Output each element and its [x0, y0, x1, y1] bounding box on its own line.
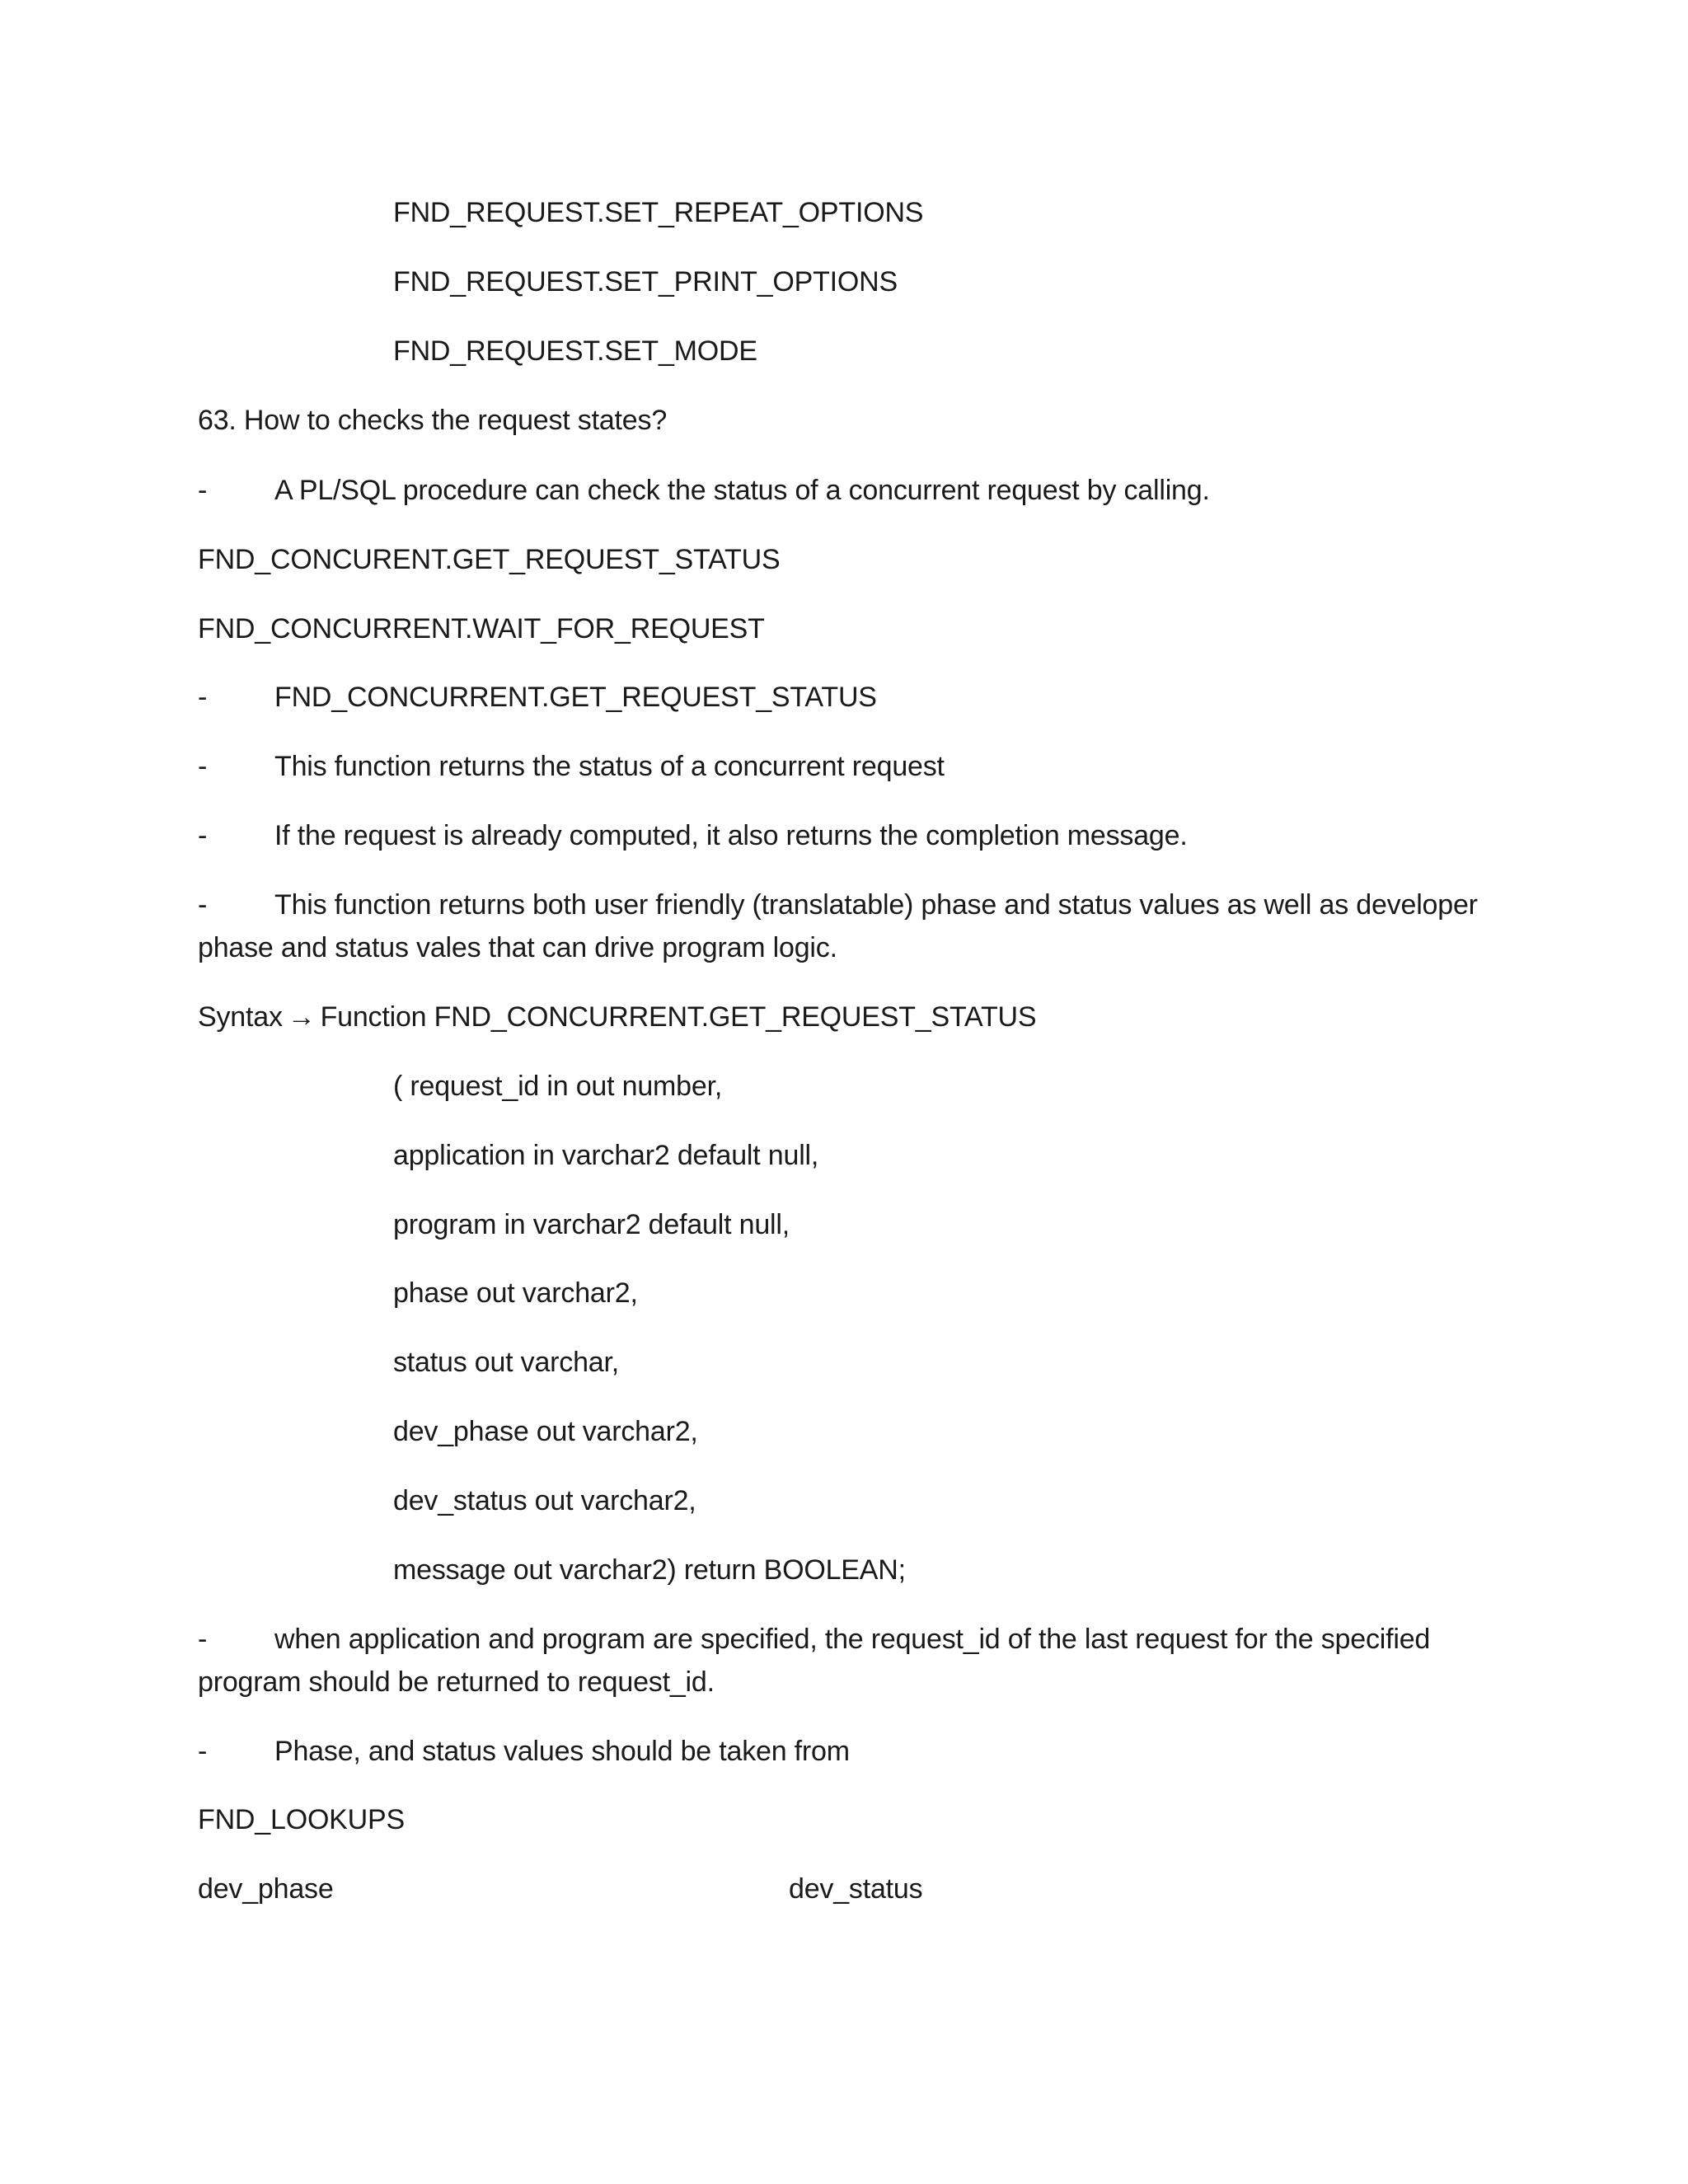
text-fnd-concurrent-wait-for-request: FND_CONCURRENT.WAIT_FOR_REQUEST [198, 613, 765, 644]
bullet-text-6-line1: when application and program are specified, the request_id of the last request for the specified [274, 1624, 1431, 1655]
text-set-mode: FND_REQUEST.SET_MODE [393, 335, 757, 367]
bullet-dash: - [198, 1736, 208, 1767]
column-dev-phase: dev_phase [198, 1873, 334, 1905]
param-dev-phase: dev_phase out varchar2, [393, 1416, 698, 1447]
text-set-print-options: FND_REQUEST.SET_PRINT_OPTIONS [393, 266, 898, 298]
param-dev-status: dev_status out varchar2, [393, 1485, 696, 1516]
param-request-id: ( request_id in out number, [393, 1071, 723, 1102]
bullet-text-5-line2: phase and status vales that can drive program logic. [198, 932, 837, 963]
bullet-dash: - [198, 820, 208, 851]
bullet-text-4: If the request is already computed, it also returns the completion message. [274, 820, 1188, 851]
bullet-text-3: This function returns the status of a concurrent request [274, 751, 945, 782]
syntax-line [198, 1001, 1036, 1033]
text-fnd-concurent-get-request-status: FND_CONCURENT.GET_REQUEST_STATUS [198, 544, 781, 575]
bullet-text-6-line2: program should be returned to request_id. [198, 1666, 715, 1698]
param-message: message out varchar2) return BOOLEAN; [393, 1554, 906, 1586]
param-status: status out varchar, [393, 1347, 620, 1378]
bullet-dash: - [198, 475, 208, 506]
bullet-text-2: FND_CONCURRENT.GET_REQUEST_STATUS [274, 682, 877, 713]
syntax-label: Syntax [198, 1001, 283, 1033]
param-program: program in varchar2 default null, [393, 1209, 790, 1240]
text-set-repeat-options: FND_REQUEST.SET_REPEAT_OPTIONS [393, 197, 924, 228]
question-63: 63. How to checks the request states? [198, 405, 668, 436]
param-phase: phase out varchar2, [393, 1277, 638, 1309]
arrow-right-icon: → [287, 1001, 316, 1033]
column-dev-status: dev_status [789, 1873, 923, 1905]
bullet-dash: - [198, 1624, 208, 1655]
bullet-text-7: Phase, and status values should be taken from [274, 1736, 850, 1767]
bullet-dash: - [198, 889, 208, 921]
bullet-text-1: A PL/SQL procedure can check the status of a concurrent request by calling. [274, 475, 1210, 506]
bullet-dash: - [198, 751, 208, 782]
bullet-text-5-line1: This function returns both user friendly (translatable) phase and status values as well as developer [274, 889, 1478, 921]
param-application: application in varchar2 default null, [393, 1140, 819, 1171]
syntax-function: Function FND_CONCURRENT.GET_REQUEST_STATUS [320, 1001, 1037, 1033]
bullet-dash: - [198, 682, 208, 713]
text-fnd-lookups: FND_LOOKUPS [198, 1804, 405, 1835]
